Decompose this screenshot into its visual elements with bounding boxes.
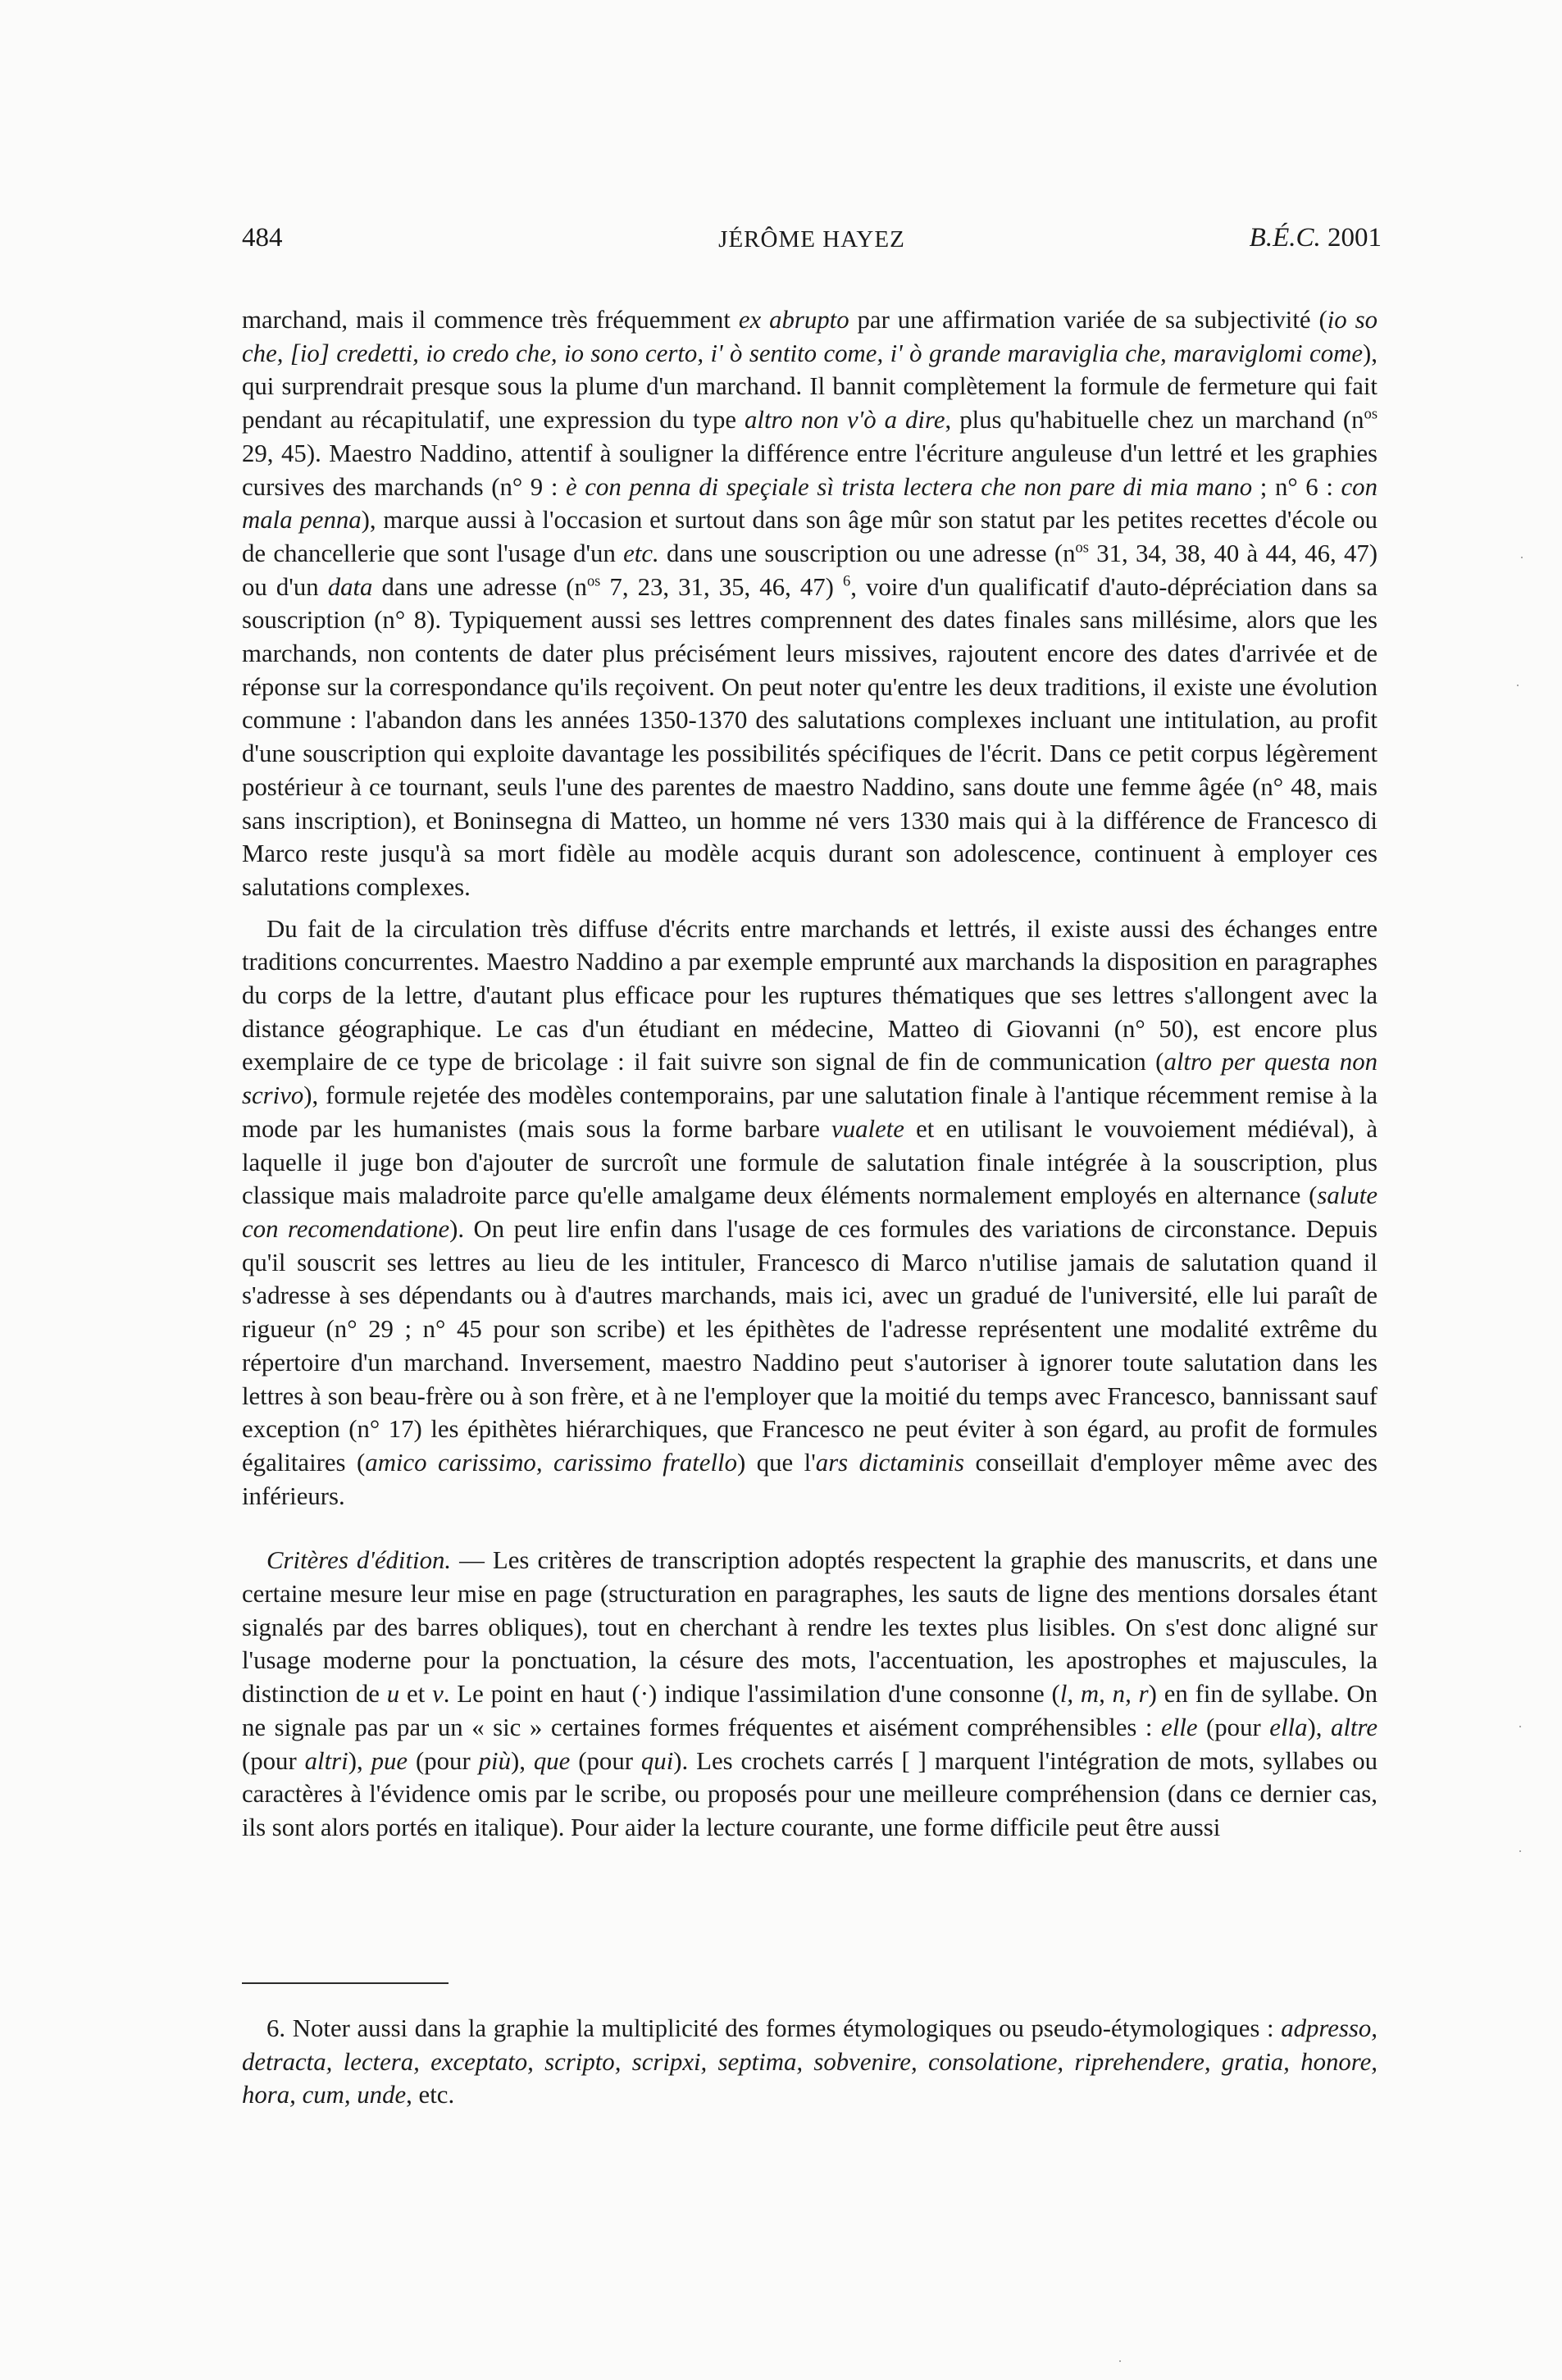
- italic-run: que: [533, 1746, 571, 1775]
- text-run: par une affirmation variée de sa subjectivité (: [849, 306, 1327, 334]
- text-run: ; n° 6 :: [1252, 472, 1341, 501]
- footnote-6: [242, 2012, 1378, 2112]
- running-header: [242, 223, 1382, 264]
- italic-run: vualete: [831, 1114, 904, 1143]
- italic-run: amico carissimo, carissimo fratello: [365, 1448, 737, 1477]
- text-run: 29, 45). Maestro Naddino, attentif à souligner la différence entre l'écriture anguleuse d'un lettré et les graphies cursives des marchands (n° 9 :: [242, 439, 1378, 501]
- text-run: 6. Noter aussi dans la graphie la multiplicité des formes étymologiques ou pseudo-étymologiques :: [266, 2014, 1282, 2042]
- journal-abbrev: B.É.C.: [1249, 223, 1321, 253]
- italic-run: Critères d'édition.: [266, 1546, 452, 1575]
- text-run: 7, 23, 31, 35, 46, 47): [600, 572, 843, 601]
- text-run: conseillait d'employer même avec des inférieurs.: [242, 1448, 1378, 1510]
- text-run: ),: [1307, 1713, 1331, 1741]
- text-run: dans une souscription ou une adresse (n: [658, 539, 1076, 567]
- italic-run: ars dictaminis: [815, 1448, 964, 1477]
- text-run: et en utilisant le vouvoiement médiéval), à laquelle il juge bon d'ajouter de surcroît une formule de salutation finale intégrée à la souscription, plus classique mais maladroite parce qu'elle amalgame deux éléments normalement employés en alternance (: [242, 1114, 1378, 1210]
- scan-speck: ·: [1518, 1843, 1523, 1859]
- italic-run: più: [478, 1746, 511, 1775]
- text-run: ),: [510, 1746, 534, 1775]
- superscript: os: [586, 572, 601, 589]
- text-run: ) que l': [736, 1448, 816, 1477]
- italic-run: con mala penna: [242, 472, 1378, 535]
- italic-run: pue: [371, 1746, 408, 1775]
- text-run: (pour: [242, 1746, 305, 1775]
- running-head-author: JÉRÔME HAYEZ: [718, 226, 905, 253]
- running-head-journal: [1250, 223, 1382, 253]
- text-run: ). Les crochets carrés [ ] marquent l'intégration de mots, syllabes ou caractères à l'évidence omis par le scribe, ou proposés pour une meilleure compréhension (dans ce dernier cas, ils sont alors portés en italique). Pour aider la lecture courante, une forme difficile peut être aussi: [242, 1746, 1378, 1841]
- italic-run: altri: [304, 1746, 348, 1775]
- italic-run: ex abrupto: [738, 306, 849, 334]
- text-run: ), qui surprendrait presque sous la plume d'un marchand. Il bannit complètement la formule de fermeture qui fait pendant au récapitulatif, une expression du type: [242, 339, 1378, 435]
- text-run: ) en fin de syllabe. On ne signale pas par un « sic » certaines formes fréquentes et aisément compréhensibles :: [242, 1680, 1378, 1741]
- italic-run: etc.: [623, 539, 659, 567]
- scan-speck: ·: [1519, 549, 1524, 566]
- text-run: — Les critères de transcription adoptés respectent la graphie des manuscrits, et dans une certaine mesure leur mise en page (structuration en paragraphes, les sauts de ligne des mentions dorsales étant signalés par des barres obliques), tout en cherchant à rendre les textes plus lisibles. On s'est donc aligné sur l'usage moderne pour la ponctuation, la césure des mots, l'accentuation, les apostrophes et majuscules, la distinction de: [242, 1546, 1378, 1709]
- italic-run: altro non v'ò a dire: [745, 406, 945, 435]
- text-run: , plus qu'habituelle chez un marchand (n: [945, 406, 1364, 435]
- superscript: os: [1364, 405, 1378, 422]
- text-run: ). On peut lire enfin dans l'usage de ces formules des variations de circonstance. Depuis qu'il souscrit ses lettres au lieu de les intituler, Francesco di Marco n'utilise jamais de salutation quand il s'adresse à ses dépendants ou à d'autres marchands, mais ici, avec un gradué de l'université, elle lui paraît de rigueur (n° 29 ; n° 45 pour son scribe) et les épithètes de l'adresse représentent une modalité extrême du répertoire d'un marchand. Inversement, maestro Naddino peut s'autoriser à ignorer toute salutation dans les lettres à son beau-frère ou à son frère, et à ne l'employer que la moitié du temps avec Francesco, bannissant sauf exception (n° 17) les épithètes hiérarchiques, que Francesco ne peut éviter à son égard, au profit de formules égalitaires (: [242, 1214, 1378, 1477]
- text-run: et: [399, 1680, 433, 1709]
- text-run: ),: [348, 1746, 371, 1775]
- text-run: ), formule rejetée des modèles contemporains, par une salutation finale à l'antique récemment remise à la mode par les humanistes (mais sous la forme barbare: [242, 1081, 1378, 1143]
- text-run: ), marque aussi à l'occasion et surtout dans son âge mûr son statut par les petites recettes d'école ou de chancellerie que sont l'usage d'un: [242, 506, 1378, 567]
- paragraph-1: [242, 303, 1378, 904]
- paragraph-criteres-edition: [242, 1544, 1378, 1844]
- footnotes: [242, 2012, 1378, 2112]
- text-run: 31, 34, 38, 40 à 44, 46, 47) ou d'un: [242, 539, 1378, 601]
- text-run: (pour: [408, 1746, 479, 1775]
- superscript: 6: [843, 572, 851, 589]
- scan-speck: ·: [1518, 1718, 1523, 1735]
- italic-run: v: [432, 1680, 444, 1709]
- italic-run: l, m, n, r: [1059, 1680, 1149, 1709]
- text-run: dans une adresse (n: [372, 572, 587, 601]
- scan-speck: ·: [1118, 2353, 1123, 2369]
- text-run: , etc.: [406, 2081, 455, 2109]
- italic-run: salute con recomendatione: [242, 1181, 1378, 1243]
- page-number: 484: [242, 223, 283, 253]
- italic-run: u: [386, 1680, 400, 1709]
- italic-run: io so che, [io] credetti, io credo che, io sono certo, i' ò sentito come, i' ò grande maraviglia che, maraviglomi come: [242, 306, 1378, 367]
- scan-speck: ·: [1515, 677, 1520, 694]
- footnote-separator: [242, 1982, 449, 1984]
- italic-run: altre: [1330, 1713, 1378, 1741]
- journal-year: 2001: [1327, 223, 1382, 253]
- italic-run: ella: [1269, 1713, 1308, 1741]
- italic-run: altro per questa non scrivo: [242, 1048, 1378, 1110]
- text-run: Du fait de la circulation très diffuse d'écrits entre marchands et lettrés, il existe aussi des échanges entre traditions concurrentes. Maestro Naddino a par exemple emprunté aux marchands la disposition en paragraphes du corps de la lettre, d'autant plus efficace pour les ruptures thématiques que ses lettres s'allongent avec la distance géographique. Le cas d'un étudiant en médecine, Matteo di Giovanni (n° 50), est encore plus exemplaire de ce type de bricolage : il fait suivre son signal de fin de communication (: [242, 914, 1378, 1076]
- italic-run: elle: [1161, 1713, 1198, 1741]
- italic-run: è con penna di speçiale sì trista lectera che non pare di mia mano: [566, 472, 1253, 501]
- italic-run: adpresso, detracta, lectera, exceptato, scripto, scripxi, septima, sobvenire, consolatione, riprehendere, gratia, honore, hora, cum, unde: [242, 2014, 1378, 2109]
- text-run: (pour: [570, 1746, 641, 1775]
- text-run: , voire d'un qualificatif d'auto-dépréciation dans sa souscription (n° 8). Typiquement aussi ses lettres comprennent des dates finales sans millésime, alors que les marchands, non contents de dater plus précisément leurs missives, rajoutent encore des dates d'arrivée et de réponse sur la correspondance qu'ils reçoivent. On peut noter qu'entre les deux traditions, il existe une évolution commune : l'abandon dans les années 1350-1370 des salutations complexes incluant une intitulation, au profit d'une souscription qui exploite davantage les possibilités spécifiques de l'écrit. Dans ce petit corpus légèrement postérieur à ce tournant, seuls l'une des parentes de maestro Naddino, sans doute une femme âgée (n° 48, mais sans inscription), et Boninsegna di Matteo, un homme né vers 1330 mais qui à la différence de Francesco di Marco reste jusqu'à sa mort fidèle au modèle acquis durant son adolescence, continuent à employer ces salutations complexes.: [242, 572, 1378, 901]
- superscript: os: [1075, 539, 1089, 556]
- text-run: . Le point en haut (·) indique l'assimilation d'une consonne (: [443, 1680, 1060, 1709]
- text-run: (pour: [1197, 1713, 1270, 1741]
- text-run: marchand, mais il commence très fréquemment: [242, 306, 739, 334]
- paragraph-2: [242, 912, 1378, 1513]
- main-text: [242, 303, 1378, 1845]
- italic-run: data: [327, 572, 373, 601]
- italic-run: qui: [640, 1746, 674, 1775]
